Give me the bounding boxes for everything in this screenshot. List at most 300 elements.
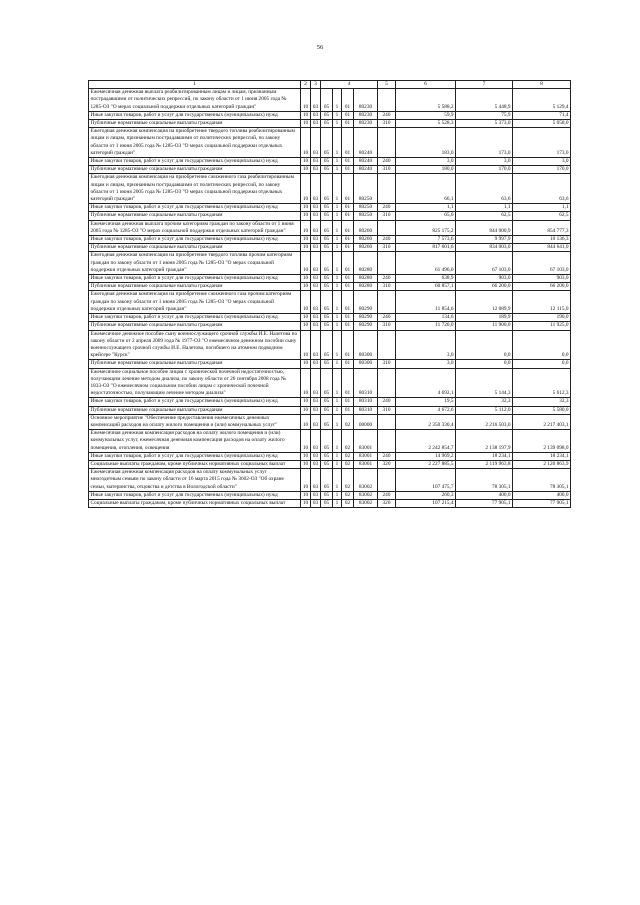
code-c3: 05 xyxy=(321,244,333,252)
row-description: Ежегодная денежная компенсация на приобретение твердого топлива реабилитированным лицам и лицам, признанным пострадавшими от политических репрессий, по закону области от 1 июня 2005 года № 1285-ОЗ "О мерах социальной поддержки отдельных категорий граждан" xyxy=(89,128,301,158)
amount-col8: 1,1 xyxy=(513,204,571,212)
code-c6: 83001 xyxy=(354,460,378,468)
row-description: Иные закупки товаров, работ и услуг для государственных (муниципальных) нужд xyxy=(89,111,301,119)
row-description: Публичные нормативные социальные выплаты гражданам xyxy=(89,360,301,368)
code-c5: 01 xyxy=(342,252,354,275)
header-cell: 6 xyxy=(396,81,456,89)
code-c3: 05 xyxy=(321,291,333,314)
table-row xyxy=(89,275,571,283)
amount-col8: 63,6 xyxy=(513,174,571,204)
amount-col7: 2 216 503,0 xyxy=(456,414,513,429)
code-c2: 03 xyxy=(311,244,321,252)
table-row xyxy=(89,430,571,453)
amount-col8: 0,0 xyxy=(513,330,571,360)
code-c5: 01 xyxy=(342,368,354,398)
code-c5: 01 xyxy=(342,236,354,244)
code-c2: 03 xyxy=(311,111,321,119)
code-c4: 1 xyxy=(333,360,342,368)
amount-col6: 5 528,3 xyxy=(396,120,456,128)
code-c3: 05 xyxy=(321,322,333,330)
amount-col7: 5 448,9 xyxy=(456,89,513,112)
code-c3: 05 xyxy=(321,360,333,368)
code-c4: 1 xyxy=(333,89,342,112)
code-c1: 10 xyxy=(301,414,311,429)
code-c1: 10 xyxy=(301,244,311,252)
code-c2: 03 xyxy=(311,452,321,460)
code-c2: 03 xyxy=(311,398,321,406)
code-c3: 05 xyxy=(321,406,333,414)
code-c2: 03 xyxy=(311,469,321,492)
amount-col7: 62,5 xyxy=(456,212,513,220)
code-c6: 83002 xyxy=(354,469,378,492)
code-c6: 80230 xyxy=(354,111,378,119)
table-row xyxy=(89,469,571,492)
row-description: Публичные нормативные социальные выплаты гражданам xyxy=(89,244,301,252)
code-c3: 05 xyxy=(321,491,333,499)
code-c2: 03 xyxy=(311,406,321,414)
code-c3: 05 xyxy=(321,204,333,212)
code-c2: 03 xyxy=(311,368,321,398)
amount-col8: 2 120 863,9 xyxy=(513,460,571,468)
table-row xyxy=(89,120,571,128)
expense-type-code: 310 xyxy=(378,212,396,220)
header-cell: 3 xyxy=(311,81,321,89)
code-c5: 01 xyxy=(342,220,354,235)
row-description: Ежемесячная денежная компенсация расходов на оплату коммунальных услуг многодетным семьям по закону области от 16 марта 2015 года № 3602-ОЗ "Об охране семьи, материнства, отцовства и детства в Вологодской области" xyxy=(89,469,301,492)
code-c5: 02 xyxy=(342,469,354,492)
amount-col8: 5 129,4 xyxy=(513,89,571,112)
code-c2: 03 xyxy=(311,291,321,314)
expense-type-code: 240 xyxy=(378,314,396,322)
code-c6: 80290 xyxy=(354,291,378,314)
amount-col6: 59,9 xyxy=(396,111,456,119)
code-c4: 1 xyxy=(333,460,342,468)
expense-type-code: 240 xyxy=(378,398,396,406)
code-c4: 1 xyxy=(333,414,342,429)
amount-col8: 10 136,3 xyxy=(513,236,571,244)
code-c6: 80250 xyxy=(354,174,378,204)
code-c5: 02 xyxy=(342,452,354,460)
code-c1: 10 xyxy=(301,360,311,368)
row-description: Иные закупки товаров, работ и услуг для государственных (муниципальных) нужд xyxy=(89,491,301,499)
expense-type-code xyxy=(378,252,396,275)
row-description: Ежегодная денежная компенсация на приобретение сжиженного газа прочим категориям граждан по закону области от 1 июня 2005 года № 1285-ОЗ "О мерах социальной поддержки отдельных категорий граждан" xyxy=(89,291,301,314)
amount-col6: 4 692,1 xyxy=(396,368,456,398)
table-row xyxy=(89,166,571,174)
table-row xyxy=(89,252,571,275)
amount-col7: 77 905,1 xyxy=(456,499,513,507)
code-c1: 10 xyxy=(301,220,311,235)
code-c3: 05 xyxy=(321,460,333,468)
amount-col6: 260,3 xyxy=(396,491,456,499)
code-c3: 05 xyxy=(321,283,333,291)
expense-type-code: 240 xyxy=(378,452,396,460)
code-c5: 01 xyxy=(342,111,354,119)
amount-col6: 60 857,1 xyxy=(396,283,456,291)
amount-col7: 66 200,0 xyxy=(456,283,513,291)
table-row xyxy=(89,398,571,406)
code-c2: 03 xyxy=(311,236,321,244)
code-c2: 03 xyxy=(311,174,321,204)
amount-col7: 5 112,0 xyxy=(456,406,513,414)
code-c1: 10 xyxy=(301,452,311,460)
code-c2: 03 xyxy=(311,120,321,128)
code-c6: 80310 xyxy=(354,406,378,414)
code-c2: 03 xyxy=(311,89,321,112)
code-c2: 03 xyxy=(311,330,321,360)
code-c5: 01 xyxy=(342,120,354,128)
amount-col7: 170,0 xyxy=(456,166,513,174)
code-c5: 01 xyxy=(342,166,354,174)
code-c4: 1 xyxy=(333,469,342,492)
page-number: 56 xyxy=(316,44,324,51)
code-c2: 03 xyxy=(311,414,321,429)
code-c4: 1 xyxy=(333,499,342,507)
amount-col6: 61 496,0 xyxy=(396,252,456,275)
row-description: Иные закупки товаров, работ и услуг для государственных (муниципальных) нужд xyxy=(89,452,301,460)
expense-type-code: 240 xyxy=(378,236,396,244)
code-c1: 10 xyxy=(301,252,311,275)
amount-col8: 173,0 xyxy=(513,128,571,158)
expense-type-code: 310 xyxy=(378,283,396,291)
code-c3: 05 xyxy=(321,414,333,429)
code-c4: 1 xyxy=(333,322,342,330)
amount-col7: 400,0 xyxy=(456,491,513,499)
amount-col8: 11 925,0 xyxy=(513,322,571,330)
amount-col8: 32,3 xyxy=(513,398,571,406)
expense-type-code: 310 xyxy=(378,244,396,252)
code-c5: 02 xyxy=(342,491,354,499)
amount-col6: 1,1 xyxy=(396,204,456,212)
header-cell: 1 xyxy=(89,81,301,89)
table-row xyxy=(89,368,571,398)
table-body xyxy=(89,81,571,508)
code-c4: 1 xyxy=(333,368,342,398)
code-c6: 80280 xyxy=(354,252,378,275)
amount-col6: 134,6 xyxy=(396,314,456,322)
code-c1: 10 xyxy=(301,430,311,453)
header-cell: 8 xyxy=(513,81,571,89)
code-c4: 1 xyxy=(333,283,342,291)
row-description: Ежемесячная денежная выплата реабилитированным лицам и лицам, признанным пострадавшими от политических репрессий, по закону области от 1 июня 2005 года № 1285-ОЗ "О мерах социальной поддержки отдельных категорий граждан" xyxy=(89,89,301,112)
amount-col8: 78 305,1 xyxy=(513,469,571,492)
code-c1: 10 xyxy=(301,166,311,174)
code-c6: 83002 xyxy=(354,491,378,499)
expense-type-code xyxy=(378,330,396,360)
amount-col8: 5 580,0 xyxy=(513,406,571,414)
amount-col7: 18 234,1 xyxy=(456,452,513,460)
amount-col8: 71,4 xyxy=(513,111,571,119)
expense-type-code xyxy=(378,414,396,429)
amount-col6: 2 350 330,4 xyxy=(396,414,456,429)
amount-col7: 5 144,3 xyxy=(456,368,513,398)
expense-type-code xyxy=(378,174,396,204)
row-description: Иные закупки товаров, работ и услуг для государственных (муниципальных) нужд xyxy=(89,204,301,212)
code-c1: 10 xyxy=(301,111,311,119)
code-c1: 10 xyxy=(301,174,311,204)
amount-col7: 78 305,1 xyxy=(456,469,513,492)
expense-type-code: 310 xyxy=(378,360,396,368)
table-row xyxy=(89,414,571,429)
expense-type-code xyxy=(378,430,396,453)
code-c5: 02 xyxy=(342,499,354,507)
code-c6: 80300 xyxy=(354,360,378,368)
code-c6: 80310 xyxy=(354,368,378,398)
amount-col7: 67 103,0 xyxy=(456,252,513,275)
code-c1: 10 xyxy=(301,128,311,158)
row-description: Иные закупки товаров, работ и услуг для государственных (муниципальных) нужд xyxy=(89,236,301,244)
code-c2: 03 xyxy=(311,460,321,468)
code-c6: 80260 xyxy=(354,244,378,252)
amount-col8: 170,0 xyxy=(513,166,571,174)
expense-type-code xyxy=(378,89,396,112)
code-c2: 03 xyxy=(311,166,321,174)
code-c2: 03 xyxy=(311,491,321,499)
amount-col6: 65,0 xyxy=(396,212,456,220)
code-c6: 83001 xyxy=(354,452,378,460)
code-c4: 1 xyxy=(333,111,342,119)
amount-col7: 189,9 xyxy=(456,314,513,322)
code-c2: 03 xyxy=(311,314,321,322)
code-c2: 03 xyxy=(311,499,321,507)
code-c1: 10 xyxy=(301,469,311,492)
code-c3: 05 xyxy=(321,252,333,275)
amount-col6: 66,1 xyxy=(396,174,456,204)
amount-col6: 4 672,6 xyxy=(396,406,456,414)
expense-type-code: 310 xyxy=(378,322,396,330)
amount-col8: 844 641,0 xyxy=(513,244,571,252)
amount-col8: 190,0 xyxy=(513,314,571,322)
amount-col8: 67 103,0 xyxy=(513,252,571,275)
table-row xyxy=(89,244,571,252)
code-c5: 01 xyxy=(342,89,354,112)
code-c6: 80250 xyxy=(354,204,378,212)
amount-col7: 0,0 xyxy=(456,360,513,368)
code-c2: 03 xyxy=(311,220,321,235)
header-cell: 7 xyxy=(456,81,513,89)
row-description: Социальные выплаты гражданам, кроме публичных нормативных социальных выплат xyxy=(89,460,301,468)
code-c3: 05 xyxy=(321,158,333,166)
code-c3: 05 xyxy=(321,128,333,158)
amount-col8: 77 905,1 xyxy=(513,499,571,507)
code-c6: 80230 xyxy=(354,89,378,112)
row-description: Публичные нормативные социальные выплаты гражданам xyxy=(89,212,301,220)
code-c3: 05 xyxy=(321,469,333,492)
code-c3: 05 xyxy=(321,275,333,283)
row-description: Публичные нормативные социальные выплаты гражданам xyxy=(89,120,301,128)
code-c4: 1 xyxy=(333,252,342,275)
amount-col8: 400,0 xyxy=(513,491,571,499)
amount-col7: 75,9 xyxy=(456,111,513,119)
code-c4: 1 xyxy=(333,430,342,453)
code-c2: 03 xyxy=(311,322,321,330)
code-c1: 10 xyxy=(301,120,311,128)
code-c5: 01 xyxy=(342,322,354,330)
code-c1: 10 xyxy=(301,406,311,414)
amount-col7: 9 997,9 xyxy=(456,236,513,244)
code-c2: 03 xyxy=(311,158,321,166)
code-c4: 1 xyxy=(333,275,342,283)
code-c6: 00000 xyxy=(354,414,378,429)
code-c3: 05 xyxy=(321,236,333,244)
table-row xyxy=(89,291,571,314)
expense-type-code: 310 xyxy=(378,120,396,128)
code-c4: 1 xyxy=(333,204,342,212)
code-c6: 80280 xyxy=(354,275,378,283)
table-row xyxy=(89,174,571,204)
code-c1: 10 xyxy=(301,158,311,166)
code-c1: 10 xyxy=(301,398,311,406)
table-row xyxy=(89,283,571,291)
amount-col7: 5 373,0 xyxy=(456,120,513,128)
code-c3: 05 xyxy=(321,111,333,119)
amount-col8: 66 200,0 xyxy=(513,283,571,291)
table-row xyxy=(89,330,571,360)
code-c5: 02 xyxy=(342,430,354,453)
code-c6: 83001 xyxy=(354,430,378,453)
expense-type-code: 310 xyxy=(378,166,396,174)
code-c1: 10 xyxy=(301,491,311,499)
code-c1: 10 xyxy=(301,322,311,330)
code-c6: 80240 xyxy=(354,158,378,166)
code-c3: 05 xyxy=(321,314,333,322)
code-c4: 1 xyxy=(333,166,342,174)
code-c4: 1 xyxy=(333,291,342,314)
header-cell: 2 xyxy=(301,81,311,89)
code-c4: 1 xyxy=(333,174,342,204)
amount-col6: 3,0 xyxy=(396,360,456,368)
table-row xyxy=(89,128,571,158)
code-c1: 10 xyxy=(301,330,311,360)
code-c3: 05 xyxy=(321,330,333,360)
table-row xyxy=(89,460,571,468)
amount-col8: 62,5 xyxy=(513,212,571,220)
code-c3: 05 xyxy=(321,430,333,453)
row-description: Социальные выплаты гражданам, кроме публичных нормативных социальных выплат xyxy=(89,499,301,507)
code-c4: 1 xyxy=(333,330,342,360)
code-c5: 01 xyxy=(342,174,354,204)
code-c4: 1 xyxy=(333,452,342,460)
code-c1: 10 xyxy=(301,291,311,314)
code-c5: 01 xyxy=(342,406,354,414)
code-c5: 02 xyxy=(342,414,354,429)
amount-col6: 183,0 xyxy=(396,128,456,158)
code-c6: 80290 xyxy=(354,314,378,322)
amount-col7: 12 089,9 xyxy=(456,291,513,314)
amount-col6: 7 573,6 xyxy=(396,236,456,244)
row-description: Ежемесячное социальное пособие лицам с хронической почечной недостаточностью, получающим лечение методом диализа, по закону области от 26 сентября 2008 года № 1833-ОЗ "О ежемесячном социальном пособии лицам с хронической почечной недостаточностью, получающим лечение методом диализа" xyxy=(89,368,301,398)
amount-col6: 180,0 xyxy=(396,166,456,174)
amount-col8: 3,0 xyxy=(513,158,571,166)
table-row xyxy=(89,236,571,244)
amount-col8: 0,0 xyxy=(513,360,571,368)
header-cell: 5 xyxy=(378,81,396,89)
budget-table xyxy=(88,80,571,508)
code-c5: 01 xyxy=(342,330,354,360)
amount-col6: 107 475,7 xyxy=(396,469,456,492)
code-c5: 01 xyxy=(342,314,354,322)
code-c1: 10 xyxy=(301,89,311,112)
code-c5: 01 xyxy=(342,360,354,368)
amount-col8: 12 115,0 xyxy=(513,291,571,314)
table-row xyxy=(89,111,571,119)
amount-col6: 107 215,4 xyxy=(396,499,456,507)
table-row xyxy=(89,89,571,112)
amount-col8: 854 777,3 xyxy=(513,220,571,235)
table-header-row xyxy=(89,81,571,89)
expense-type-code xyxy=(378,291,396,314)
amount-col7: 2 119 963,8 xyxy=(456,460,513,468)
amount-col8: 18 234,1 xyxy=(513,452,571,460)
row-description: Ежемесячная денежная выплата прочим категориям граждан по закону области от 1 июня 2005 года № 1285-ОЗ "О мерах социальной поддержки отдельных категорий граждан" xyxy=(89,220,301,235)
amount-col8: 2 217 403,1 xyxy=(513,414,571,429)
expense-type-code: 240 xyxy=(378,111,396,119)
code-c2: 03 xyxy=(311,212,321,220)
row-description: Публичные нормативные социальные выплаты гражданам xyxy=(89,406,301,414)
code-c6: 80250 xyxy=(354,212,378,220)
amount-col6: 11 720,0 xyxy=(396,322,456,330)
amount-col6: 5 588,2 xyxy=(396,89,456,112)
expense-type-code: 240 xyxy=(378,275,396,283)
code-c6: 80260 xyxy=(354,220,378,235)
code-c4: 1 xyxy=(333,244,342,252)
row-description: Иные закупки товаров, работ и услуг для государственных (муниципальных) нужд xyxy=(89,314,301,322)
amount-col7: 844 000,9 xyxy=(456,220,513,235)
code-c5: 01 xyxy=(342,158,354,166)
expense-type-code: 320 xyxy=(378,499,396,507)
expense-type-code xyxy=(378,128,396,158)
code-c3: 05 xyxy=(321,212,333,220)
amount-col6: 638,9 xyxy=(396,275,456,283)
code-c5: 02 xyxy=(342,460,354,468)
code-c2: 03 xyxy=(311,430,321,453)
amount-col7: 3,0 xyxy=(456,158,513,166)
code-c2: 03 xyxy=(311,283,321,291)
amount-col8: 5 612,3 xyxy=(513,368,571,398)
code-c1: 10 xyxy=(301,236,311,244)
amount-col7: 834 003,0 xyxy=(456,244,513,252)
code-c5: 01 xyxy=(342,275,354,283)
code-c6: 80260 xyxy=(354,236,378,244)
amount-col8: 903,0 xyxy=(513,275,571,283)
amount-col7: 903,0 xyxy=(456,275,513,283)
amount-col6: 825 175,2 xyxy=(396,220,456,235)
code-c4: 1 xyxy=(333,398,342,406)
code-c4: 1 xyxy=(333,212,342,220)
amount-col7: 11 900,0 xyxy=(456,322,513,330)
table-row xyxy=(89,220,571,235)
code-c4: 1 xyxy=(333,314,342,322)
code-c6: 80240 xyxy=(354,128,378,158)
table-row xyxy=(89,406,571,414)
table-row xyxy=(89,212,571,220)
code-c5: 01 xyxy=(342,291,354,314)
table-row xyxy=(89,491,571,499)
amount-col8: 2 139 098,0 xyxy=(513,430,571,453)
amount-col6: 19,5 xyxy=(396,398,456,406)
code-c4: 1 xyxy=(333,220,342,235)
code-c5: 01 xyxy=(342,244,354,252)
row-description: Иные закупки товаров, работ и услуг для государственных (муниципальных) нужд xyxy=(89,398,301,406)
expense-type-code xyxy=(378,368,396,398)
code-c2: 03 xyxy=(311,204,321,212)
code-c1: 10 xyxy=(301,368,311,398)
code-c6: 80310 xyxy=(354,398,378,406)
code-c4: 1 xyxy=(333,120,342,128)
code-c3: 05 xyxy=(321,120,333,128)
code-c2: 03 xyxy=(311,275,321,283)
code-c2: 03 xyxy=(311,360,321,368)
